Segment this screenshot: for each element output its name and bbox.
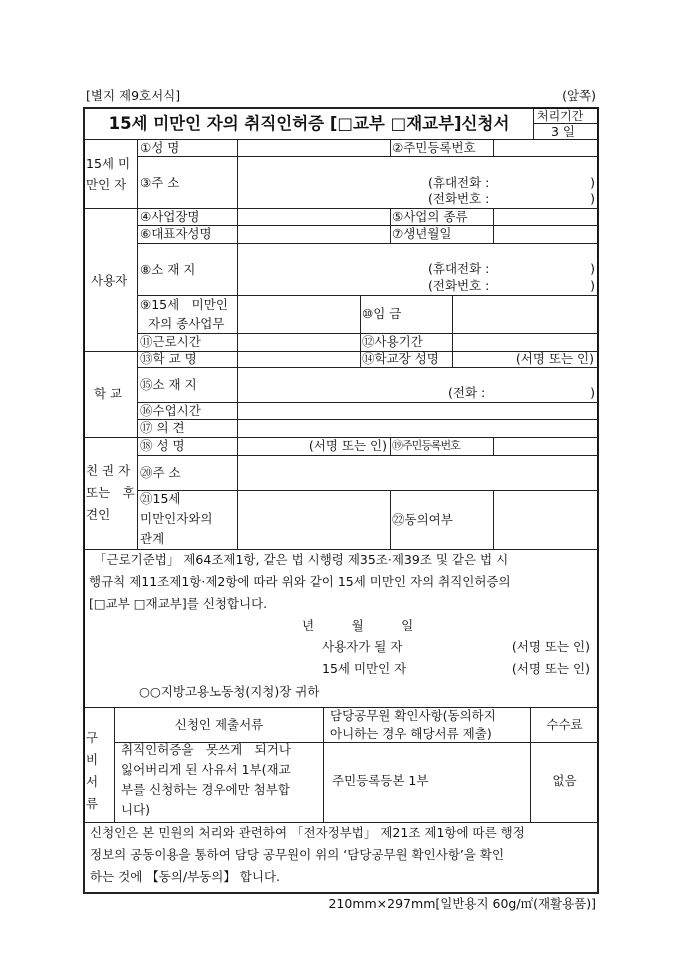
minor-section — [83, 139, 138, 209]
guardian-name-field[interactable] — [237, 437, 391, 456]
declaration-text: [□교부 □재교부]를 신청합니다. — [89, 596, 268, 611]
birth-field[interactable] — [493, 225, 599, 244]
label-cell — [390, 490, 494, 550]
label-cell — [137, 455, 238, 491]
principal-label: ⑭학교장 성명 — [362, 351, 439, 366]
workplace-field[interactable] — [237, 208, 391, 226]
label-cell — [323, 707, 531, 743]
label-cell — [137, 437, 238, 456]
docs-section-label: 서 — [86, 774, 99, 789]
employment-period-label: ⑫사용기간 — [362, 334, 423, 349]
period-label: 처리기간 — [537, 109, 584, 123]
minor-rrn-field[interactable] — [493, 139, 599, 157]
label-cell — [137, 351, 238, 368]
paren-close: ) — [590, 261, 595, 276]
label-cell — [137, 333, 238, 352]
label-cell — [360, 351, 453, 368]
form-number: [별지 제9호서식] — [86, 88, 181, 103]
guardian-name-label: ⑱ 성 명 — [140, 438, 185, 453]
school-name-label: ⑬학 교 명 — [140, 351, 197, 366]
official-docs-header: 담당공무원 확인사항(동의하지 — [330, 708, 496, 723]
rep-name-label: ⑥대표자성명 — [140, 226, 212, 241]
label-cell — [390, 139, 494, 157]
sign-note: (서명 또는 인) — [511, 639, 590, 654]
consent-field[interactable] — [493, 490, 599, 550]
label-cell — [137, 156, 238, 209]
guardian-rrn-field[interactable] — [493, 437, 599, 456]
sign-note: (서명 또는 인) — [515, 351, 594, 366]
guardian-address-field[interactable] — [237, 455, 599, 491]
label-cell — [360, 295, 453, 334]
employment-period-field[interactable] — [452, 333, 599, 352]
form-title: 15세 미만인 자의 취직인허증 [□교부 □재교부]신청서 — [108, 114, 510, 133]
minor-section-label: 만인 자 — [86, 177, 127, 192]
wage-field[interactable] — [452, 295, 599, 334]
phone-label: (전화번호 : — [428, 278, 490, 293]
school-name-field[interactable] — [237, 351, 361, 368]
declaration-section — [83, 549, 599, 708]
duty-label: ⑨15세 미만인 — [140, 297, 228, 312]
label-cell — [137, 490, 238, 550]
period-value-cell — [533, 123, 599, 140]
school-phone-label: (전화 : — [448, 385, 486, 400]
rep-name-field[interactable] — [237, 225, 391, 244]
guardian-section — [83, 437, 138, 550]
business-type-field[interactable] — [493, 208, 599, 226]
birth-label: ⑦생년월일 — [392, 226, 452, 241]
label-cell — [323, 742, 531, 823]
relation-field[interactable] — [237, 490, 391, 550]
official-docs-text: 주민등록등본 1부 — [332, 773, 429, 788]
minor-rrn-label: ②주민등록번호 — [392, 140, 476, 155]
applicant-docs-text: 니다) — [121, 802, 151, 817]
sign-note: (서명 또는 인) — [511, 661, 590, 676]
label-cell — [390, 208, 494, 226]
title-cell — [83, 107, 534, 140]
label-cell — [530, 707, 599, 743]
minor-address-label: ③주 소 — [140, 175, 180, 190]
school-section-label: 학 교 — [94, 386, 123, 401]
label-cell — [137, 225, 238, 244]
relation-label: 관계 — [140, 531, 165, 546]
label-cell — [137, 139, 238, 157]
sign-note: (서명 또는 인) — [308, 438, 387, 453]
front-side-label: (앞쪽) — [562, 88, 596, 103]
class-hours-field[interactable] — [237, 402, 599, 420]
guardian-rrn-label: ⑲주민등록번호 — [392, 439, 460, 452]
employer-location-field[interactable] — [237, 243, 599, 296]
employer-signer: 사용자가 될 자 — [322, 639, 403, 654]
label-cell — [137, 402, 238, 420]
minor-section-label: 15세 미 — [86, 156, 131, 171]
mobile-label: (휴대전화 : — [428, 175, 490, 190]
paren-close: ) — [590, 175, 595, 190]
label-cell — [390, 437, 494, 456]
school-location-field[interactable] — [237, 367, 599, 403]
paren-close: ) — [590, 191, 595, 206]
declaration-text: 행규칙 제11조제1항·제2항에 따라 위와 같이 15세 미만인 자의 취직인허증의 — [89, 574, 511, 589]
wage-label: ⑩임 금 — [362, 306, 402, 321]
guardian-address-label: ⑳주 소 — [140, 465, 181, 480]
minor-address-field[interactable] — [237, 156, 599, 209]
label-cell — [360, 333, 453, 352]
consent-text: 정보의 공동이용을 통하여 담당 공무원이 위의 ‘담당공무원 확인사항’을 확인 — [90, 847, 505, 862]
relation-label: ㉑15세 — [140, 491, 181, 506]
paren-close: ) — [590, 278, 595, 293]
school-section — [83, 351, 138, 438]
applicant-docs-header: 신청인 제출서류 — [174, 717, 264, 732]
applicant-docs-text: 취직인허증을 못쓰게 되거나 — [121, 742, 291, 757]
class-hours-label: ⑯수업시간 — [140, 403, 201, 418]
employer-section-label: 사용자 — [91, 273, 128, 288]
opinion-label: ⑰ 의 견 — [140, 420, 185, 435]
workplace-label: ④사업장명 — [140, 209, 200, 224]
docs-section — [83, 707, 115, 823]
school-location-label: ⑮소 재 지 — [140, 377, 197, 392]
label-cell — [137, 208, 238, 226]
period-label-cell — [533, 107, 599, 124]
label-cell — [114, 707, 324, 743]
applicant-docs-cell — [114, 742, 324, 823]
work-hours-field[interactable] — [237, 333, 361, 352]
paren-close: ) — [590, 385, 595, 400]
minor-name-label: ①성 명 — [140, 140, 180, 155]
fee-value: 없음 — [552, 773, 577, 788]
phone-label: (전화번호 : — [428, 191, 490, 206]
official-docs-header: 아니하는 경우 해당서류 제출) — [330, 726, 492, 741]
addressee: ○○지방고용노동청(지청)장 귀하 — [139, 684, 320, 699]
period-value: 3 일 — [551, 124, 576, 139]
date-line: 년 월 일 — [302, 618, 414, 633]
docs-section-label: 구 — [86, 730, 99, 745]
label-cell — [137, 243, 238, 296]
applicant-docs-text: 잃어버리게 된 사유서 1부(재교 — [121, 762, 291, 777]
principal-field[interactable] — [452, 351, 599, 368]
guardian-section-label: 또는 후 — [86, 485, 135, 500]
label-cell — [137, 295, 238, 334]
label-cell — [530, 742, 599, 823]
duty-field[interactable] — [237, 295, 361, 334]
opinion-field[interactable] — [237, 419, 599, 438]
guardian-section-label: 친 권 자 — [86, 463, 131, 478]
docs-section-label: 비 — [86, 752, 99, 767]
consent-text: 신청인은 본 민원의 처리와 관련하여 「전자정부법」 제21조 제1항에 따른 행정 — [90, 825, 525, 840]
applicant-docs-text: 부를 신청하는 경우에만 첨부합 — [121, 782, 290, 797]
relation-label: 미만인자와의 — [140, 511, 213, 526]
label-cell — [137, 367, 238, 403]
consent-section — [83, 822, 599, 894]
declaration-text: 「근로기준법」 제64조제1항, 같은 법 시행령 제35조·제39조 및 같은 법 시 — [94, 552, 509, 567]
paper-spec: 210mm×297mm[일반용지 60g/㎡(재활용품)] — [328, 896, 596, 911]
guardian-section-label: 견인 — [86, 507, 111, 522]
business-type-label: ⑤사업의 종류 — [392, 209, 468, 224]
minor-name-field[interactable] — [237, 139, 391, 157]
docs-section-label: 류 — [86, 796, 99, 811]
label-cell — [137, 419, 238, 438]
consent-label: ㉒동의여부 — [392, 512, 453, 527]
employer-section — [83, 208, 138, 352]
consent-text: 하는 것에 【동의/부동의】 합니다. — [90, 869, 281, 884]
duty-label: 자의 종사업무 — [148, 316, 225, 331]
label-cell — [390, 225, 494, 244]
employer-location-label: ⑧소 재 지 — [140, 262, 196, 277]
fee-header: 수수료 — [546, 717, 583, 732]
mobile-label: (휴대전화 : — [428, 261, 490, 276]
work-hours-label: ⑪근로시간 — [140, 334, 201, 349]
minor-signer: 15세 미만인 자 — [322, 661, 407, 676]
